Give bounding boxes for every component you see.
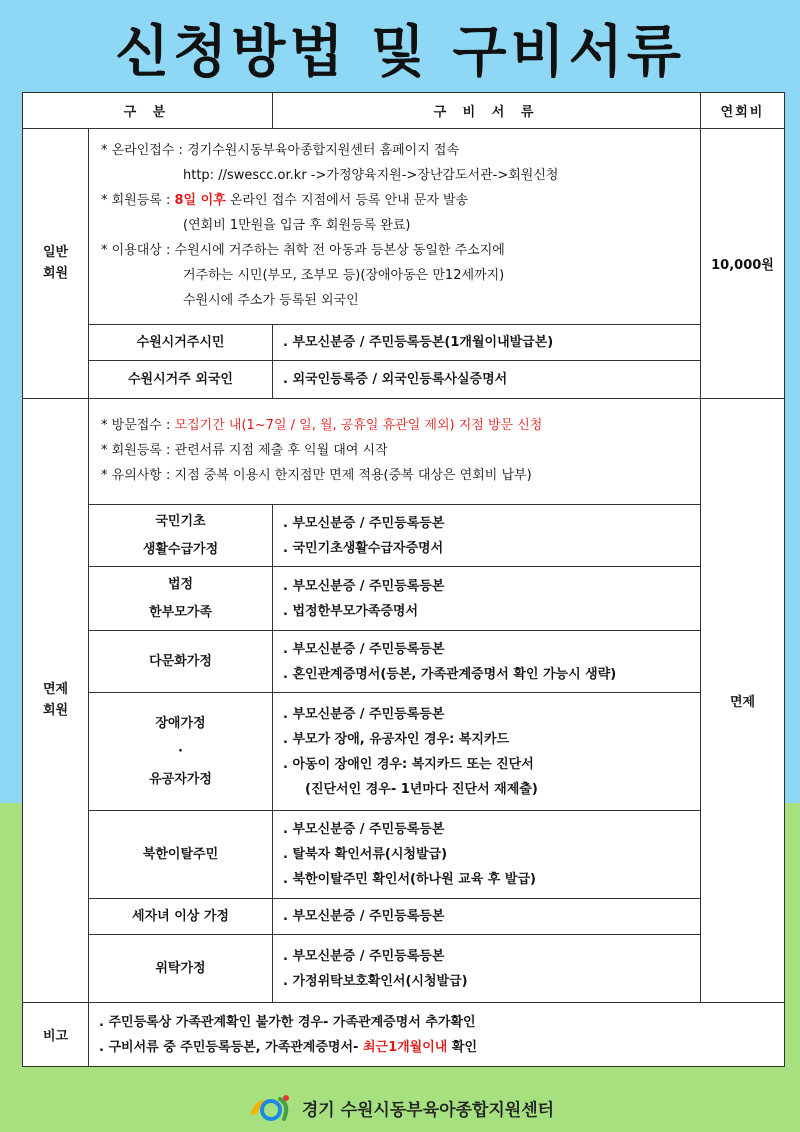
document-list: . 부모신분증 / 주민등록등본 . 법정한부모가족증명서: [273, 567, 701, 631]
general-info-row: [23, 129, 785, 325]
document-list: . 부모신분증 / 주민등록등본 . 가정위탁보호확인서(시청발급): [273, 935, 701, 1003]
table-header-row: [23, 93, 785, 129]
note-line-2: . 구비서류 중 주민등록등본, 가족관계증명서- 최근1개월이내 확인: [99, 1039, 478, 1055]
footer-center-name: 경기 수원시동부육아종합지원센터: [301, 1100, 555, 1121]
subcategory-label: 법정 한부모가족: [89, 567, 273, 631]
exempt-member-category: 면제 회원: [23, 399, 89, 1003]
table-row: [23, 935, 785, 1003]
subcategory-label: 위탁가정: [89, 935, 273, 1003]
table-row: [23, 811, 785, 899]
table-row: [23, 899, 785, 935]
table-row: [23, 567, 785, 631]
visit-apply-line: * 방문접수 : 모집기간 내(1~7일 / 일, 월, 공휴일 휴관일 제외) 지점 방문 신청: [101, 418, 543, 433]
general-fee: 10,000원: [701, 129, 785, 399]
note-line-1: . 주민등록상 가족관계확인 불가한 경우- 가족관계증명서 추가확인: [99, 1014, 476, 1030]
general-info: [89, 129, 701, 325]
document-line: . 외국인등록증 / 외국인등록사실증명서: [273, 361, 701, 399]
subcategory-label: 수원시거주 외국인: [89, 361, 273, 399]
document-list: . 부모신분증 / 주민등록등본 . 탈북자 확인서류(시청발급) . 북한이탈주민 확인서(하나원 교육 후 발급): [273, 811, 701, 899]
table-row: [23, 631, 785, 693]
register-note-line: (연회비 1만원을 입금 후 회원등록 완료): [183, 218, 411, 233]
target-line-1: * 이용대상 : 수원시에 거주하는 취학 전 아동과 등본상 동일한 주소지에: [101, 243, 505, 258]
header-category: 구 분: [23, 93, 273, 129]
document-list: . 부모신분증 / 주민등록등본: [273, 899, 701, 935]
subcategory-label: 북한이탈주민: [89, 811, 273, 899]
general-member-category: 일반 회원: [23, 129, 89, 399]
exempt-fee: 면제: [701, 399, 785, 1003]
register-line: * 회원등록 : 8일 이후 온라인 접수 지점에서 등록 안내 문자 발송: [101, 193, 469, 208]
caution-line: * 유의사항 : 지점 중복 이용시 한지점만 면제 적용(중복 대상은 연회비 납부): [101, 468, 532, 483]
subcategory-label: 세자녀 이상 가정: [89, 899, 273, 935]
note-label: 비고: [23, 1003, 89, 1067]
center-logo-icon: [246, 1093, 292, 1128]
online-apply-line: * 온라인접수 : 경기수원시동부육아종합지원센터 홈페이지 접속: [101, 143, 460, 158]
target-line-2: 거주하는 시민(부모, 조부모 등)(장애아동은 만12세까지): [183, 268, 505, 283]
requirements-table: [22, 92, 785, 1067]
header-documents: 구 비 서 류: [273, 93, 701, 129]
document-list: . 부모신분증 / 주민등록등본 . 국민기초생활수급자증명서: [273, 505, 701, 567]
page-title: 신청방법 및 구비서류: [115, 20, 685, 85]
online-url-line: http: //swescc.or.kr ->가정양육지원->장난감도서관->회원신청: [183, 168, 559, 183]
note-content: [89, 1003, 785, 1067]
document-list: . 부모신분증 / 주민등록등본 . 혼인관계증명서(등본, 가족관계증명서 확인 가능시 생략): [273, 631, 701, 693]
note-row: [23, 1003, 785, 1067]
target-line-3: 수원시에 주소가 등록된 외국인: [183, 293, 359, 308]
subcategory-label: 다문화가정: [89, 631, 273, 693]
exempt-info-row: [23, 399, 785, 505]
table-row: [23, 693, 785, 811]
subcategory-label: 장애가정 · 유공자가정: [89, 693, 273, 811]
header-annual-fee: 연회비: [701, 93, 785, 129]
exempt-info: [89, 399, 701, 505]
table-row: [23, 325, 785, 361]
subcategory-label: 수원시거주시민: [89, 325, 273, 361]
subcategory-label: 국민기초 생활수급가정: [89, 505, 273, 567]
table-row: [23, 361, 785, 399]
document-list: . 부모신분증 / 주민등록등본 . 부모가 장애, 유공자인 경우: 복지카드 . 아동이 장애인 경우: 복지카드 또는 진단서 (진단서인 경우- 1년마다 진단서 재제출): [273, 693, 701, 811]
document-line: . 부모신분증 / 주민등록등본(1개월이내발급본): [273, 325, 701, 361]
exempt-register-line: * 회원등록 : 관련서류 지점 제출 후 익월 대여 시작: [101, 443, 388, 458]
table-row: [23, 505, 785, 567]
footer: [0, 1093, 800, 1128]
